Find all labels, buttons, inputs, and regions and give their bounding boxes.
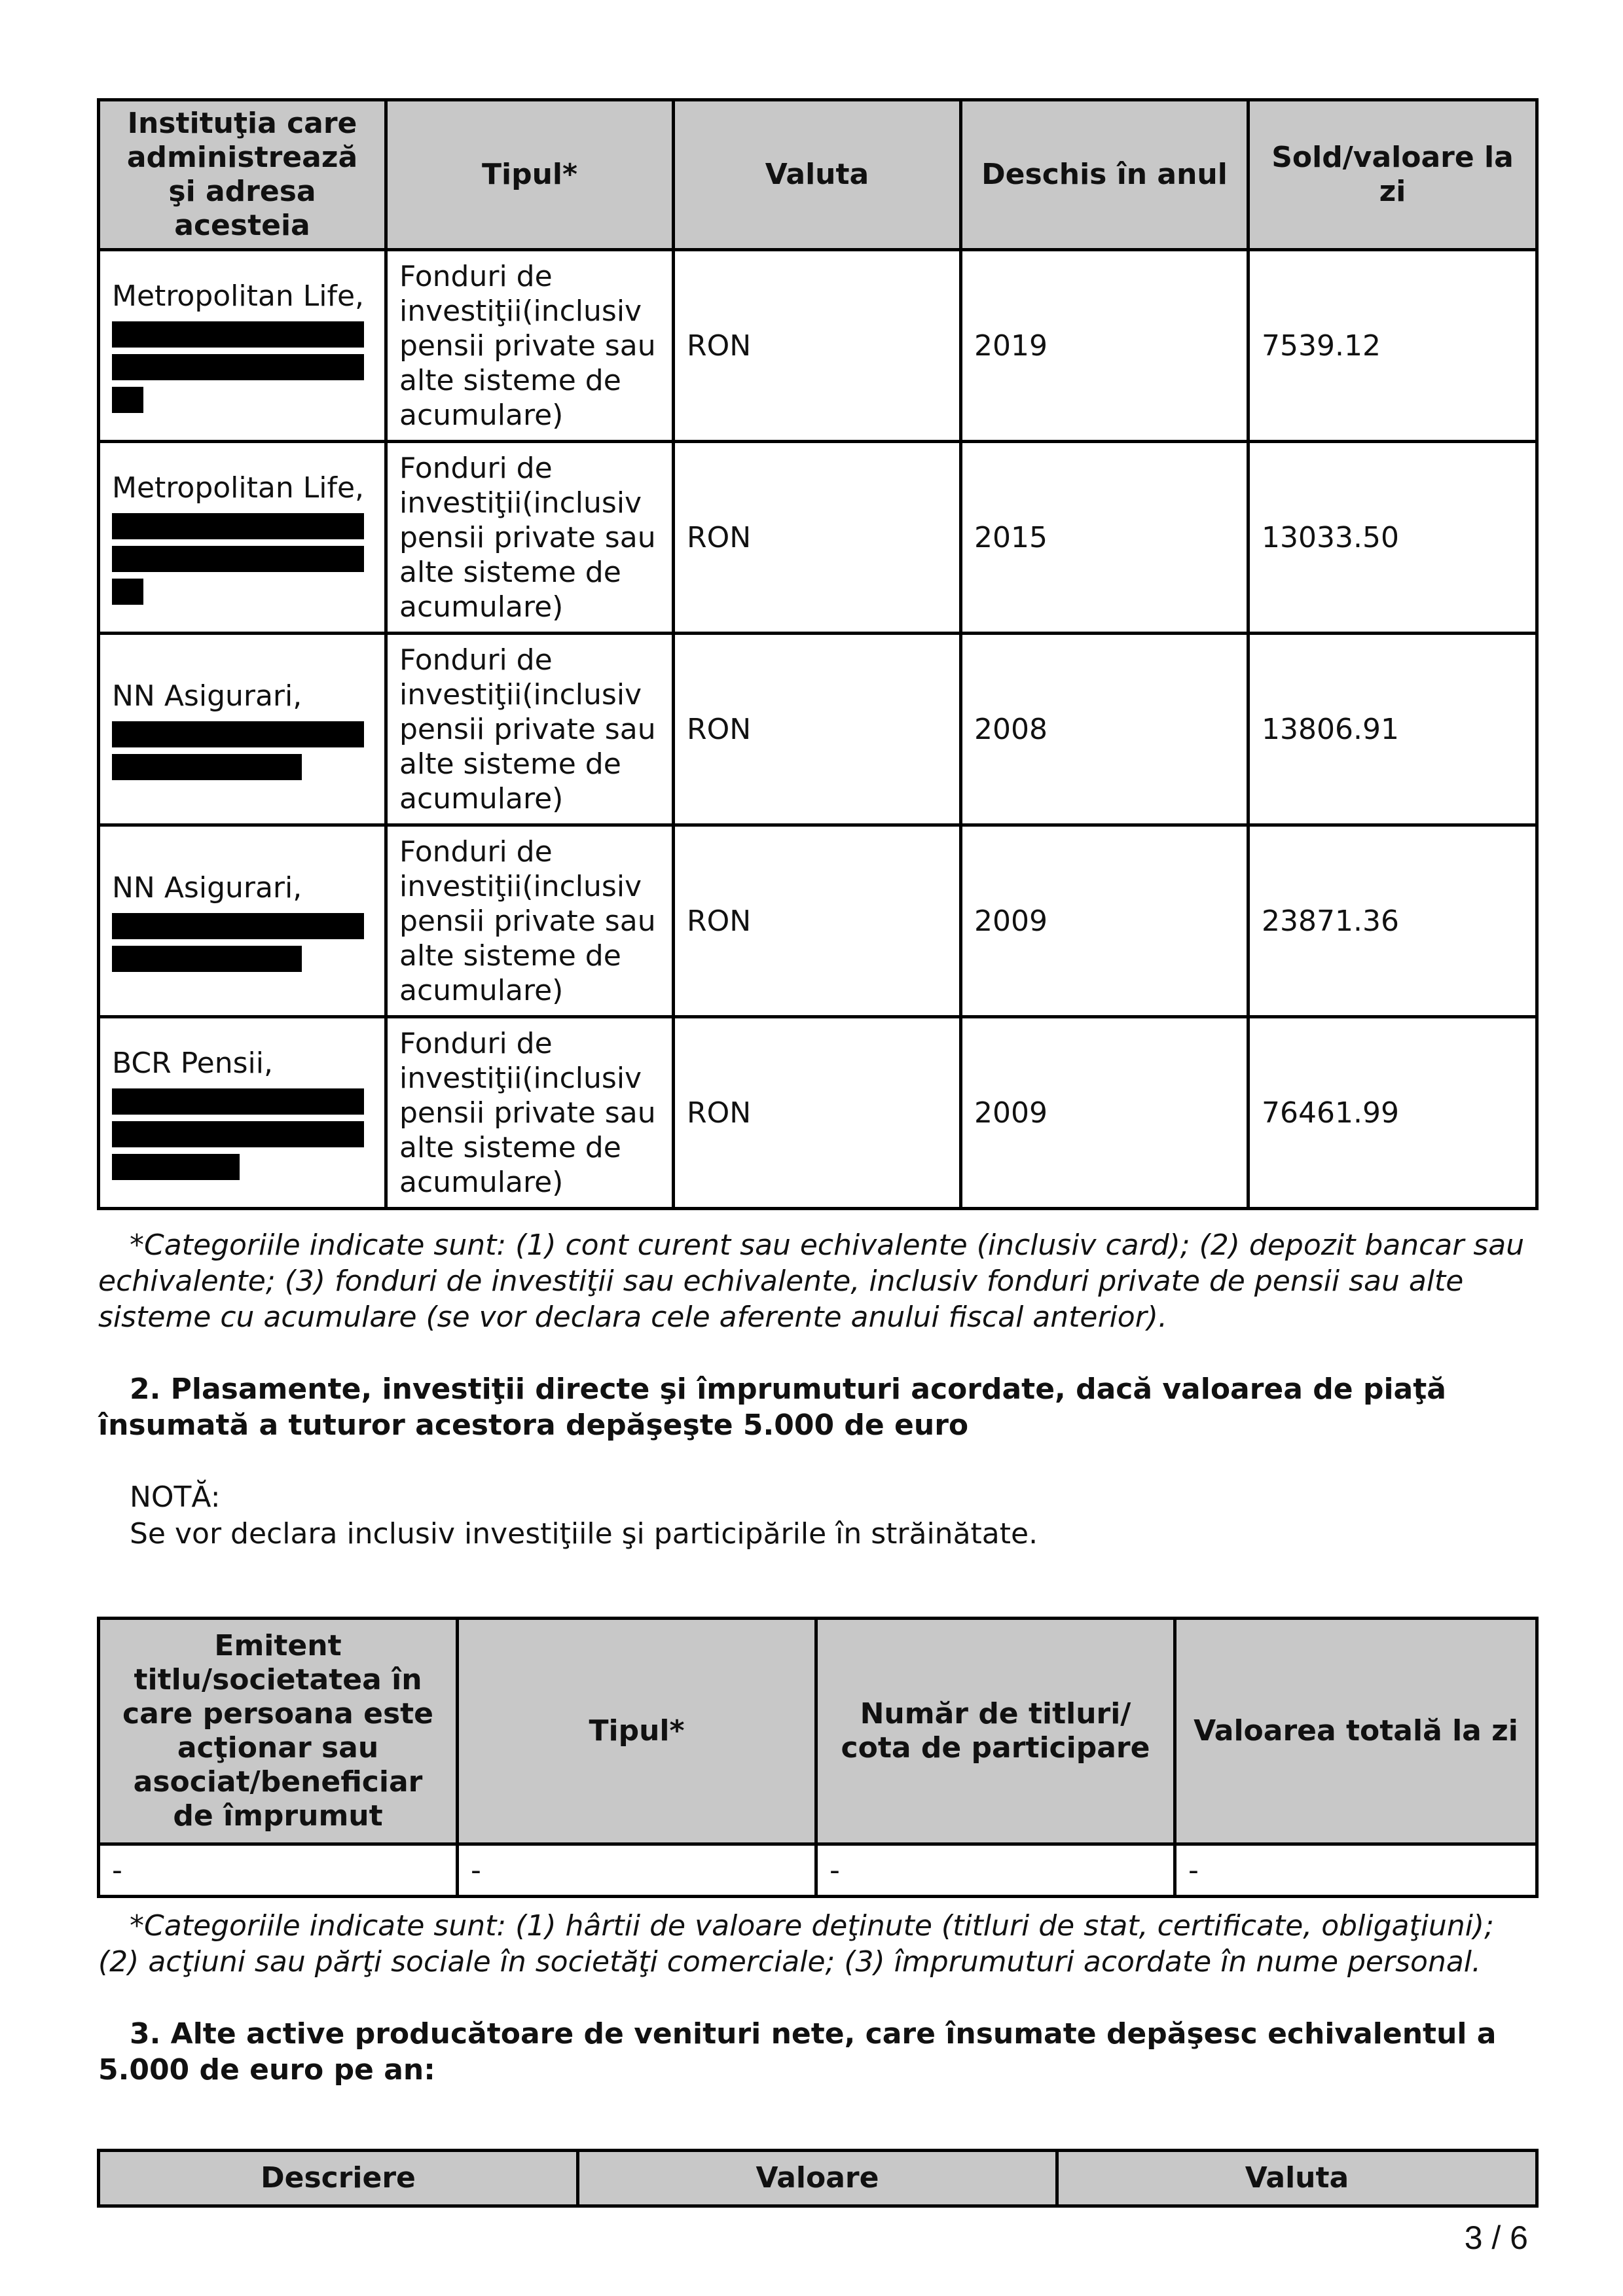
shares-cell: - [816,1844,1175,1897]
table-header-row [99,2151,1537,2206]
table-row [99,1844,1537,1897]
redacted-address [112,946,302,972]
table-row [99,1017,1537,1209]
balance-cell: 13806.91 [1249,634,1537,825]
balance-cell: 7539.12 [1249,250,1537,442]
institution-cell [99,634,386,825]
accounts-table [97,98,1539,1210]
year-cell: 2008 [961,634,1249,825]
balance-cell: 13033.50 [1249,442,1537,634]
balance-cell: 76461.99 [1249,1017,1537,1209]
header-year: Deschis în anul [961,100,1249,250]
redacted-address [112,321,364,348]
table-row [99,442,1537,634]
redacted-address [112,546,364,572]
redacted-address [112,579,143,605]
table-header-row [99,100,1537,250]
year-cell: 2009 [961,1017,1249,1209]
investments-table [97,1617,1539,1898]
institution-cell [99,825,386,1017]
redacted-address [112,721,364,747]
currency-cell: RON [674,634,961,825]
header-type: Tipul* [386,100,674,250]
currency-cell: RON [674,1017,961,1209]
header-institution: Instituţia care administrează şi adresa acesteia [99,100,386,250]
redacted-address [112,754,302,780]
header-balance: Sold/valoare la zi [1249,100,1537,250]
institution-name: NN Asigurari, [112,870,302,905]
redacted-address [112,913,364,939]
redacted-address [112,1088,364,1115]
year-cell: 2015 [961,442,1249,634]
institution-cell [99,1017,386,1209]
nota-label: NOTĂ: [130,1480,221,1514]
section-2-heading: 2. Plasamente, investiţii directe şi împrumuturi acordate, dacă valoarea de piaţă însumată a tuturor acestora depăşeşte 5.000 de euro [98,1372,1446,1442]
currency-cell: RON [674,250,961,442]
header-value: Valoare [578,2151,1057,2206]
page-number: 3 / 6 [1464,2219,1528,2256]
issuer-cell: - [99,1844,458,1897]
section-3-heading: 3. Alte active producătoare de venituri nete, care însumate depăşesc echivalentul a 5.000 de euro pe an: [98,2017,1497,2087]
type-cell: Fonduri de investiţii(inclusiv pensii private sau alte sisteme de acumulare) [386,1017,674,1209]
institution-cell [99,442,386,634]
header-shares: Număr de titluri/ cota de participare [816,1619,1175,1844]
institution-cell [99,250,386,442]
table-header-row [99,1619,1537,1844]
header-currency: Valuta [1057,2151,1537,2206]
table-row [99,825,1537,1017]
redacted-address [112,1121,364,1147]
institution-name: Metropolitan Life, [112,279,364,313]
assets-table [97,2149,1539,2208]
type-cell: Fonduri de investiţii(inclusiv pensii private sau alte sisteme de acumulare) [386,825,674,1017]
categories-note-2: *Categoriile indicate sunt: (1) hârtii de valoare deţinute (titluri de stat, certificate, obligaţiuni); (2) acţiuni sau părţi sociale în societăţi comerciale; (3) împrumuturi acordate în nume personal. [98,1909,1494,1979]
redacted-address [112,513,364,539]
type-cell: - [458,1844,816,1897]
header-currency: Valuta [674,100,961,250]
institution-name: Metropolitan Life, [112,471,364,505]
institution-name: BCR Pensii, [112,1046,273,1080]
balance-cell: 23871.36 [1249,825,1537,1017]
header-type: Tipul* [458,1619,816,1844]
header-total-value: Valoarea totală la zi [1175,1619,1537,1844]
header-description: Descriere [99,2151,578,2206]
type-cell: Fonduri de investiţii(inclusiv pensii private sau alte sisteme de acumulare) [386,250,674,442]
redacted-address [112,354,364,380]
redacted-address [112,387,143,413]
table-row [99,634,1537,825]
year-cell: 2009 [961,825,1249,1017]
year-cell: 2019 [961,250,1249,442]
currency-cell: RON [674,442,961,634]
header-issuer: Emitent titlu/societatea în care persoana este acţionar sau asociat/beneficiar de împrumut [99,1619,458,1844]
type-cell: Fonduri de investiţii(inclusiv pensii private sau alte sisteme de acumulare) [386,634,674,825]
currency-cell: RON [674,825,961,1017]
institution-name: NN Asigurari, [112,679,302,713]
table-row [99,250,1537,442]
total-value-cell: - [1175,1844,1537,1897]
categories-note-1: *Categoriile indicate sunt: (1) cont curent sau echivalente (inclusiv card); (2) depozit bancar sau echivalente; (3) fonduri de investiţii sau echivalente, inclusiv fonduri private de pensii sau alte sisteme cu acumulare (se vor declara cele aferente anului fiscal anterior). [98,1229,1525,1334]
nota-text: Se vor declara inclusiv investiţiile şi participările în străinătate. [130,1517,1038,1551]
redacted-address [112,1154,240,1180]
type-cell: Fonduri de investiţii(inclusiv pensii private sau alte sisteme de acumulare) [386,442,674,634]
